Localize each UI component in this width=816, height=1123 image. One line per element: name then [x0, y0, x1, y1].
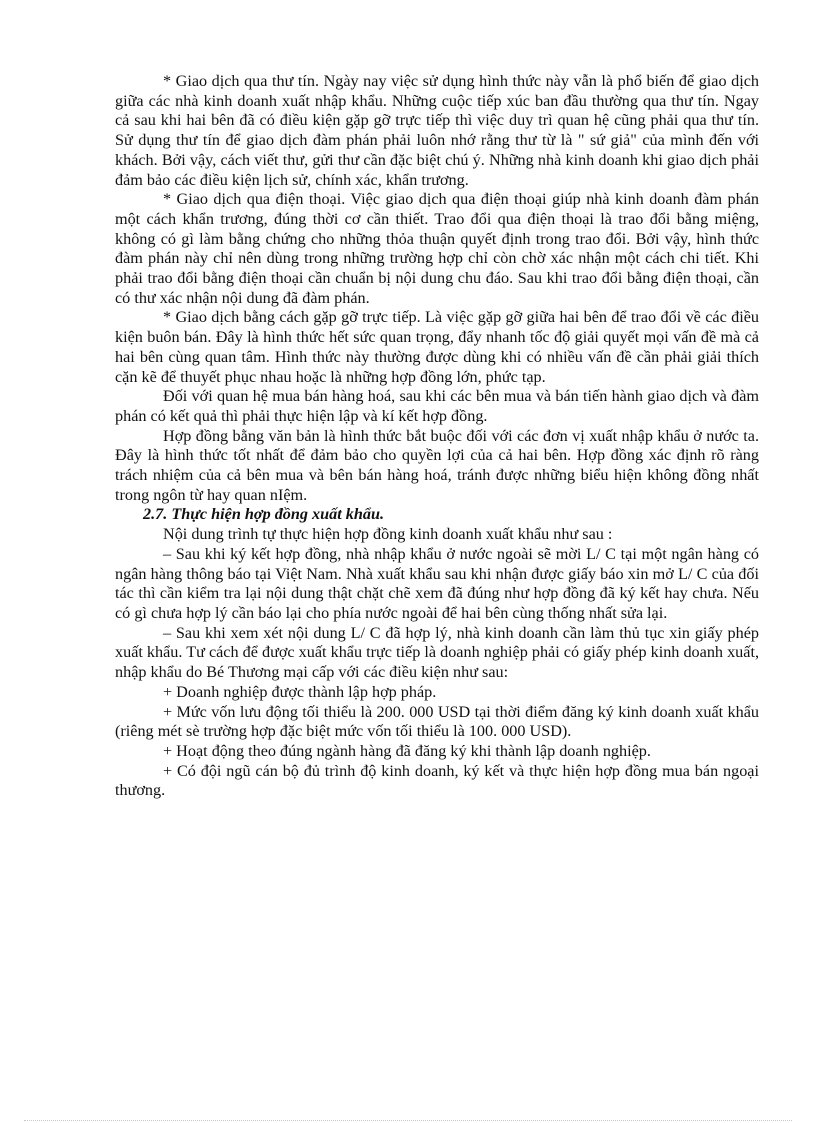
- paragraph-contract-signing: Đối với quan hệ mua bán hàng hoá, sau khi các bên mua và bán tiến hành giao dịch và đàm phán có kết quả thì phải thực hiện lập và kí kết hợp đồng.: [115, 387, 759, 425]
- list-item: + Doanh nghiệp được thành lập hợp pháp.: [163, 682, 437, 701]
- list-item: + Có đội ngũ cán bộ đủ trình độ kinh doanh, ký kết và thực hiện hợp đồng mua bán ngoại thương.: [115, 761, 759, 800]
- page-bottom-divider: [24, 1120, 792, 1121]
- paragraph-letter-of-credit: – Sau khi ký kết hợp đồng, nhà nhập khẩu ở nước ngoài sẽ mời L/ C tại một ngân hàng có ngân hàng thông báo tại Việt Nam. Nhà xuất khẩu sau khi nhận được giấy báo xin mở L/ C của đối tác thì cần kiểm tra lại nội dung thật chặt chẽ xem đã đúng như hợp đồng đã ký kết hay chưa. Nếu có gì chưa hợp lý cần báo lại cho phía nước ngoài để hai bên cùng thống nhất sửa lại.: [115, 544, 759, 622]
- paragraph-direct-meeting: * Giao dịch bằng cách gặp gỡ trực tiếp. Là việc gặp gỡ giữa hai bên để trao đổi về các điều kiện buôn bán. Đây là hình thức hết sức quan trọng, đẩy nhanh tốc độ giải quyết mọi vấn đề mà cả hai bên cùng quan tâm. Hình thức này thường được dùng khi có nhiều vấn đề cần phải giải thích cặn kẽ để thuyết phục nhau hoặc là những hợp đồng lớn, phức tạp.: [115, 308, 759, 386]
- paragraph-written-contract: Hợp đồng bằng văn bản là hình thức bắt buộc đối với các đơn vị xuất nhập khẩu ở nước ta. Đây là hình thức tốt nhất để đảm bảo cho quyền lợi của cả hai bên. Hợp đồng xác định rõ ràng trách nhiệm của cả bên mua và bên bán hàng hoá, tránh được những biểu hiện không đồng nhất trong ngôn từ hay quan nIệm.: [115, 426, 759, 504]
- paragraph-export-license: – Sau khi xem xét nội dung L/ C đã hợp lý, nhà kinh doanh cần làm thủ tục xin giấy phép xuất khẩu. Tư cách để được xuất khẩu trực tiếp là doanh nghiệp phải có giấy phép kinh doanh xuất, nhập khẩu do Bé Thương mại cấp với các điều kiện như sau:: [115, 623, 759, 682]
- paragraph-procedure-intro: Nội dung trình tự thực hiện hợp đồng kinh doanh xuất khẩu như sau :: [163, 525, 613, 544]
- document-page: [115, 72, 759, 801]
- list-item: + Mức vốn lưu động tối thiểu là 200. 000 USD tại thời điểm đăng ký kinh doanh xuất khẩu (riêng mét sè trường hợp đặc biệt mức vốn tối thiểu là 100. 000 USD).: [115, 702, 759, 741]
- list-item: + Hoạt động theo đúng ngành hàng đã đăng ký khi thành lập doanh nghiệp.: [163, 741, 651, 760]
- paragraph-mail-negotiation: * Giao dịch qua thư tín. Ngày nay việc sử dụng hình thức này vẫn là phổ biến để giao dịch giữa các nhà kinh doanh xuất nhập khẩu. Những cuộc tiếp xúc ban đầu thường qua thư tín. Ngay cả sau khi hai bên đã có điều kiện gặp gỡ trực tiếp thì việc duy trì quan hệ cũng phải qua thư tín. Sử dụng thư tín để giao dịch đàm phán phải luôn nhớ rằng thư từ là " sứ giả" của mình đến với khách. Bởi vậy, cách viết thư, gửi thư cần đặc biệt chú ý. Những nhà kinh doanh khi giao dịch phải đảm bảo các điều kiện lịch sử, chính xác, khẩn trương.: [115, 72, 759, 189]
- paragraph-phone-negotiation: * Giao dịch qua điện thoại. Việc giao dịch qua điện thoại giúp nhà kinh doanh đàm phán một cách khẩn trương, đúng thời cơ cần thiết. Trao đổi qua điện thoại là trao đổi bằng miệng, không có gì làm bằng chứng cho những thỏa thuận quyết định trong trao đổi. Bởi vậy, hình thức đàm phán này chỉ nên dùng trong những trường hợp chỉ còn chờ xác nhận một cách chi tiết. Khi phải trao đổi bằng điện thoại cần chuẩn bị nội dung chu đáo. Sau khi trao đổi bằng điện thoại, cần có thư xác nhận nội dung đã đàm phán.: [115, 190, 759, 307]
- section-heading: 2.7. Thực hiện hợp đồng xuất khẩu.: [143, 505, 385, 524]
